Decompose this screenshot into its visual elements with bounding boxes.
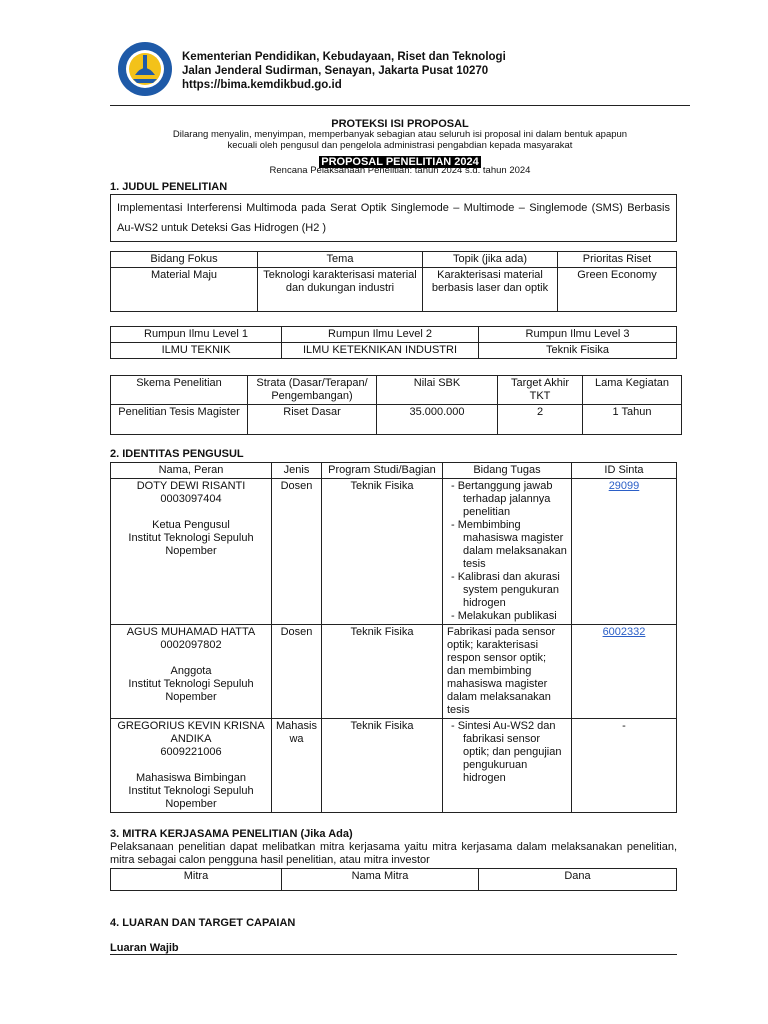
- pengusul-role: Anggota: [170, 665, 212, 677]
- table-row: [111, 405, 682, 435]
- table-header: Skema Penelitian: [111, 376, 248, 405]
- table-header: Nama, Peran: [111, 463, 272, 479]
- rumpun-table: [110, 326, 677, 359]
- table-header: Lama Kegiatan: [583, 376, 682, 405]
- pengusul-jenis: Dosen: [272, 625, 322, 719]
- pengusul-jenis: Dosen: [272, 479, 322, 625]
- table-cell: 35.000.000: [377, 405, 498, 435]
- pengusul-institution: Institut Teknologi Sepuluh Nopember: [128, 678, 254, 703]
- tugas-item: - Melakukan publikasi: [450, 610, 557, 622]
- pengusul-id: 0002097802: [160, 639, 222, 651]
- pengusul-table: [110, 462, 677, 813]
- section-1-heading: 1. JUDUL PENELITIAN: [110, 181, 228, 193]
- table-row: [111, 719, 677, 813]
- table-cell: ILMU TEKNIK: [111, 343, 282, 359]
- plan-text: Rencana Pelaksanaan Penelitian: tahun 2024 s.d. tahun 2024: [269, 165, 531, 176]
- table-cell: Green Economy: [558, 268, 677, 312]
- pengusul-name: AGUS MUHAMAD HATTA: [126, 626, 256, 638]
- pengusul-role: Ketua Pengusul: [152, 519, 230, 531]
- tugas-item: - Membimbing mahasiswa magister dalam melaksanakan tesis: [450, 519, 567, 570]
- table-cell: 1 Tahun: [583, 405, 682, 435]
- luaran-divider: [110, 954, 677, 955]
- mitra-table: [110, 868, 677, 891]
- table-row: [111, 479, 677, 625]
- table-header: Jenis: [272, 463, 322, 479]
- pengusul-sinta: -: [571, 719, 676, 813]
- section-3-text: Pelaksanaan penelitian dapat melibatkan mitra kerjasama yaitu mitra kerjasama dalam melaksanakan penelitian, mitra sebagai calon pengguna hasil penelitian, atau mitra investor: [110, 841, 677, 866]
- table-header: ID Sinta: [571, 463, 676, 479]
- pengusul-prodi: Teknik Fisika: [321, 479, 442, 625]
- table-header: Prioritas Riset: [558, 252, 677, 268]
- notice-text: [110, 129, 690, 151]
- proposal-label-text: PROPOSAL PENELITIAN 2024: [321, 156, 479, 168]
- pengusul-tugas: [442, 625, 571, 719]
- table-header: Bidang Tugas: [442, 463, 571, 479]
- table-header: Tema: [258, 252, 423, 268]
- table-cell: Teknologi karakterisasi material dan dukungan industri: [258, 268, 423, 312]
- table-header-row: [111, 869, 677, 891]
- table-cell: 2: [498, 405, 583, 435]
- pengusul-id: 6009221006: [160, 746, 222, 758]
- table-cell: Karakterisasi material berbasis laser dan optik: [423, 268, 558, 312]
- pengusul-id: 0003097404: [160, 493, 222, 505]
- page-title: PROTEKSI ISI PROPOSAL: [331, 118, 469, 130]
- tugas-item: - Sintesi Au-WS2 dan fabrikasi sensor optik; dan pengujian pengukuruan hidrogen: [450, 720, 562, 784]
- table-header: Nilai SBK: [377, 376, 498, 405]
- table-header-row: [111, 252, 677, 268]
- kemdikbud-logo-icon: [117, 41, 173, 97]
- judul-text: Implementasi Interferensi Multimoda pada Serat Optik Singlemode – Multimode – Singlemode (SMS) Berbasis Au-WS2 untuk Deteksi Gas Hidrogen (H2 ): [111, 195, 677, 242]
- table-row: [111, 343, 677, 359]
- fokus-table: [110, 251, 677, 312]
- notice-line-2: kecuali oleh pengusul dan pengelola administrasi pengabdian kepada masyarakat: [227, 140, 573, 151]
- notice-line-1: Dilarang menyalin, menyimpan, memperbanyak sebagian atau seluruh isi proposal ini dalam bentuk apapun: [172, 129, 628, 140]
- pengusul-institution: Institut Teknologi Sepuluh Nopember: [128, 785, 254, 810]
- sinta-link[interactable]: 29099: [608, 480, 640, 492]
- letterhead-text: [182, 50, 506, 92]
- pengusul-jenis: Mahasis wa: [272, 719, 322, 813]
- table-header: Rumpun Ilmu Level 1: [111, 327, 282, 343]
- ministry-url[interactable]: https://bima.kemdikbud.go.id: [182, 79, 342, 91]
- table-header-row: [111, 463, 677, 479]
- section-3-heading: 3. MITRA KERJASAMA PENELITIAN (Jika Ada): [110, 828, 353, 840]
- table-header: Dana: [479, 869, 677, 891]
- skema-table: [110, 375, 682, 435]
- section-4-heading: 4. LUARAN DAN TARGET CAPAIAN: [110, 917, 296, 929]
- table-header: Strata (Dasar/Terapan/ Pengembangan): [248, 376, 377, 405]
- pengusul-role: Mahasiswa Bimbingan: [135, 772, 247, 784]
- pengusul-name: DOTY DEWI RISANTI: [136, 480, 246, 492]
- table-header: Target Akhir TKT: [498, 376, 583, 405]
- table-header: Bidang Fokus: [111, 252, 258, 268]
- pengusul-name-cell: [111, 479, 272, 625]
- pengusul-name-cell: [111, 625, 272, 719]
- table-cell: ILMU KETEKNIKAN INDUSTRI: [282, 343, 479, 359]
- tugas-item: - Bertanggung jawab terhadap jalannya penelitian: [450, 480, 553, 518]
- letterhead: [112, 40, 692, 106]
- header-divider: [110, 105, 690, 106]
- table-cell: Penelitian Tesis Magister: [111, 405, 248, 435]
- table-header: Program Studi/Bagian: [321, 463, 442, 479]
- ministry-address: Jalan Jenderal Sudirman, Senayan, Jakarta Pusat 10270: [182, 65, 489, 77]
- pengusul-name: GREGORIUS KEVIN KRISNA ANDIKA: [117, 720, 265, 745]
- table-header: Nama Mitra: [282, 869, 479, 891]
- table-header: Rumpun Ilmu Level 2: [282, 327, 479, 343]
- pengusul-sinta: [571, 479, 676, 625]
- pengusul-institution: Institut Teknologi Sepuluh Nopember: [128, 532, 254, 557]
- table-row: [111, 268, 677, 312]
- pengusul-tugas: [442, 719, 571, 813]
- luaran-wajib-label: Luaran Wajib: [110, 942, 179, 954]
- table-header-row: [111, 376, 682, 405]
- pengusul-prodi: Teknik Fisika: [321, 719, 442, 813]
- pengusul-prodi: Teknik Fisika: [321, 625, 442, 719]
- table-header: Mitra: [111, 869, 282, 891]
- table-row: [111, 625, 677, 719]
- table-header-row: [111, 327, 677, 343]
- table-cell: Teknik Fisika: [479, 343, 677, 359]
- pengusul-sinta: [571, 625, 676, 719]
- table-cell: Material Maju: [111, 268, 258, 312]
- pengusul-name-cell: [111, 719, 272, 813]
- table-cell: Riset Dasar: [248, 405, 377, 435]
- ministry-name: Kementerian Pendidikan, Kebudayaan, Riset dan Teknologi: [182, 51, 506, 63]
- tugas-item: Fabrikasi pada sensor optik; karakterisasi respon sensor optik; dan membimbing mahasiswa magister dalam melaksanakan tesis: [446, 626, 556, 716]
- section-2-heading: 2. IDENTITAS PENGUSUL: [110, 448, 244, 460]
- sinta-link[interactable]: 6002332: [602, 626, 646, 638]
- table-header: Rumpun Ilmu Level 3: [479, 327, 677, 343]
- table-header: Topik (jika ada): [423, 252, 558, 268]
- tugas-item: - Kalibrasi dan akurasi system pengukuran hidrogen: [450, 571, 560, 609]
- judul-box: [110, 194, 677, 242]
- pengusul-tugas: [442, 479, 571, 625]
